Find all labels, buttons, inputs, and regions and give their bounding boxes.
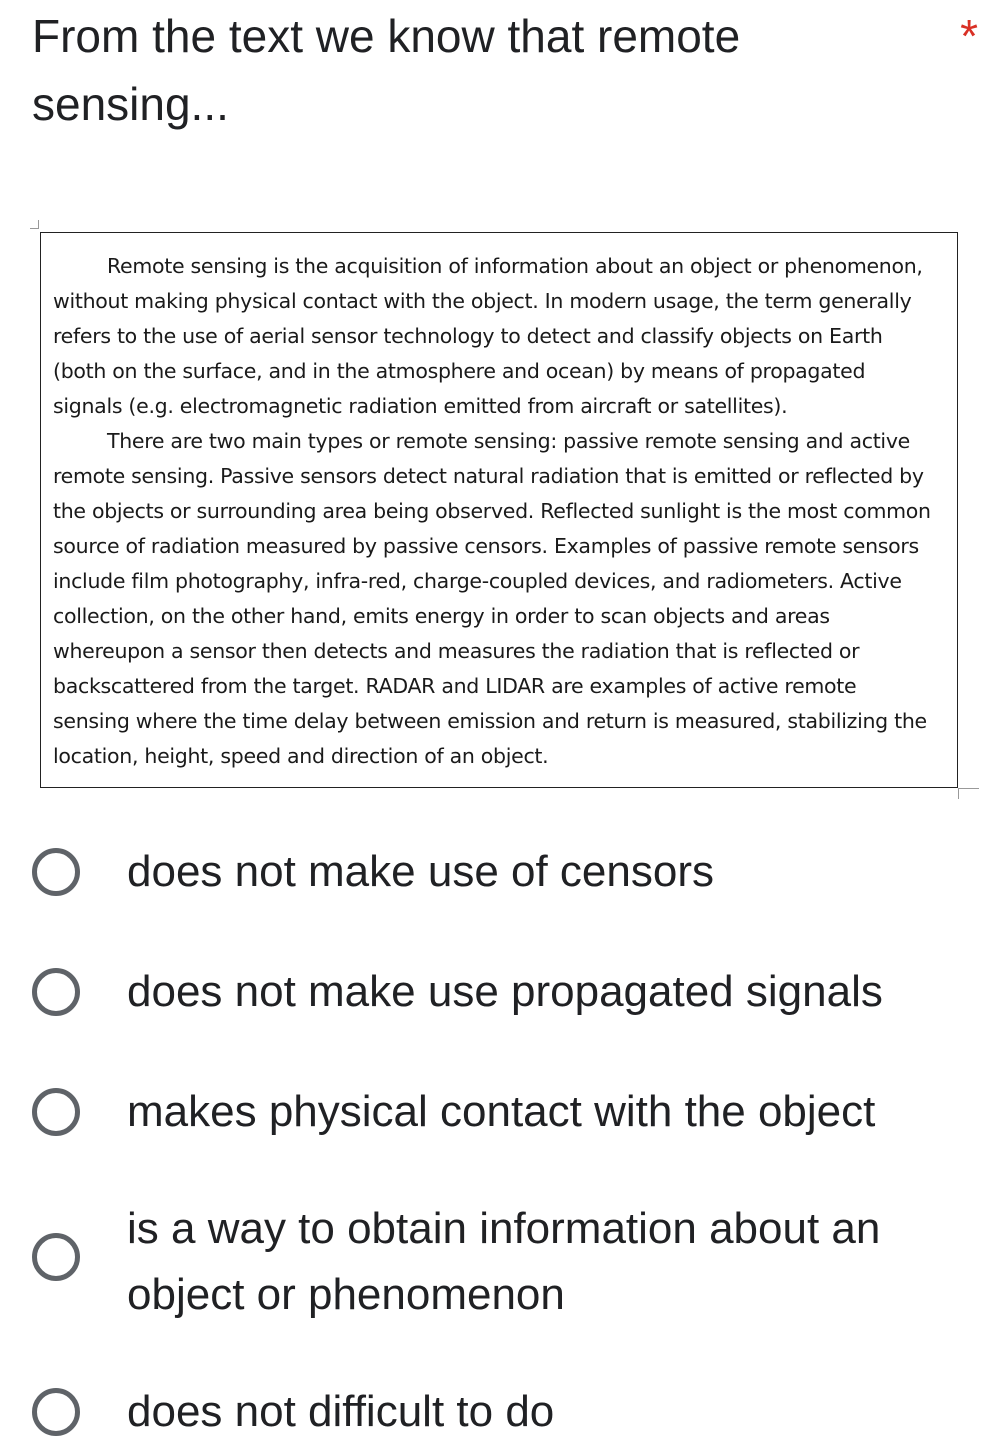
option-1[interactable] — [0, 812, 1008, 932]
option-3[interactable] — [0, 1052, 1008, 1172]
required-asterisk: * — [960, 10, 978, 62]
passage-paragraph-2: There are two main types or remote sensing: passive remote sensing and active remote sensing. Passive sensors detect natural radiation that is emitted or reflected by the objects or surrounding area being observed. Reflected sunlight is the most common source of radiation measured by passive censors. Examples of passive remote sensors include film photography, infra-red, charge-coupled devices, and radiometers. Active collection, on the other hand, emits energy in order to scan objects and areas whereupon a sensor then detects and measures the radiation that is reflected or backscattered from the target. RADAR and LIDAR are examples of active remote sensing where the time delay between emission and return is measured, stabilizing the location, height, speed and direction of an object. — [53, 429, 931, 768]
radio-button-icon[interactable] — [32, 1088, 80, 1136]
option-label: does not make use propagated signals — [127, 967, 883, 1016]
option-label: is a way to obtain information about an object or phenomenon — [127, 1204, 881, 1319]
radio-button-icon[interactable] — [32, 968, 80, 1016]
passage-paragraph-1: Remote sensing is the acquisition of information about an object or phenomenon, without making physical contact with the object. In modern usage, the term generally refers to the use of aerial sensor technology to detect and classify objects on Earth (both on the surface, and in the atmosphere and ocean) by means of propagated signals (e.g. electromagnetic radiation emitted from aircraft or satellites). — [53, 254, 923, 418]
option-5[interactable] — [0, 1352, 1008, 1452]
option-label: does not make use of censors — [127, 847, 714, 896]
option-4[interactable] — [0, 1172, 1008, 1342]
radio-button-icon[interactable] — [32, 1388, 80, 1436]
question-title: From the text we know that remote sensing... — [32, 10, 741, 130]
image-corner-mark — [30, 220, 39, 229]
radio-button-icon[interactable] — [32, 1233, 80, 1281]
option-label: does not difficult to do — [127, 1387, 555, 1436]
image-corner-mark — [958, 788, 979, 799]
option-2[interactable] — [0, 932, 1008, 1052]
option-label: makes physical contact with the object — [127, 1087, 876, 1136]
radio-button-icon[interactable] — [32, 848, 80, 896]
passage-image — [40, 232, 958, 788]
